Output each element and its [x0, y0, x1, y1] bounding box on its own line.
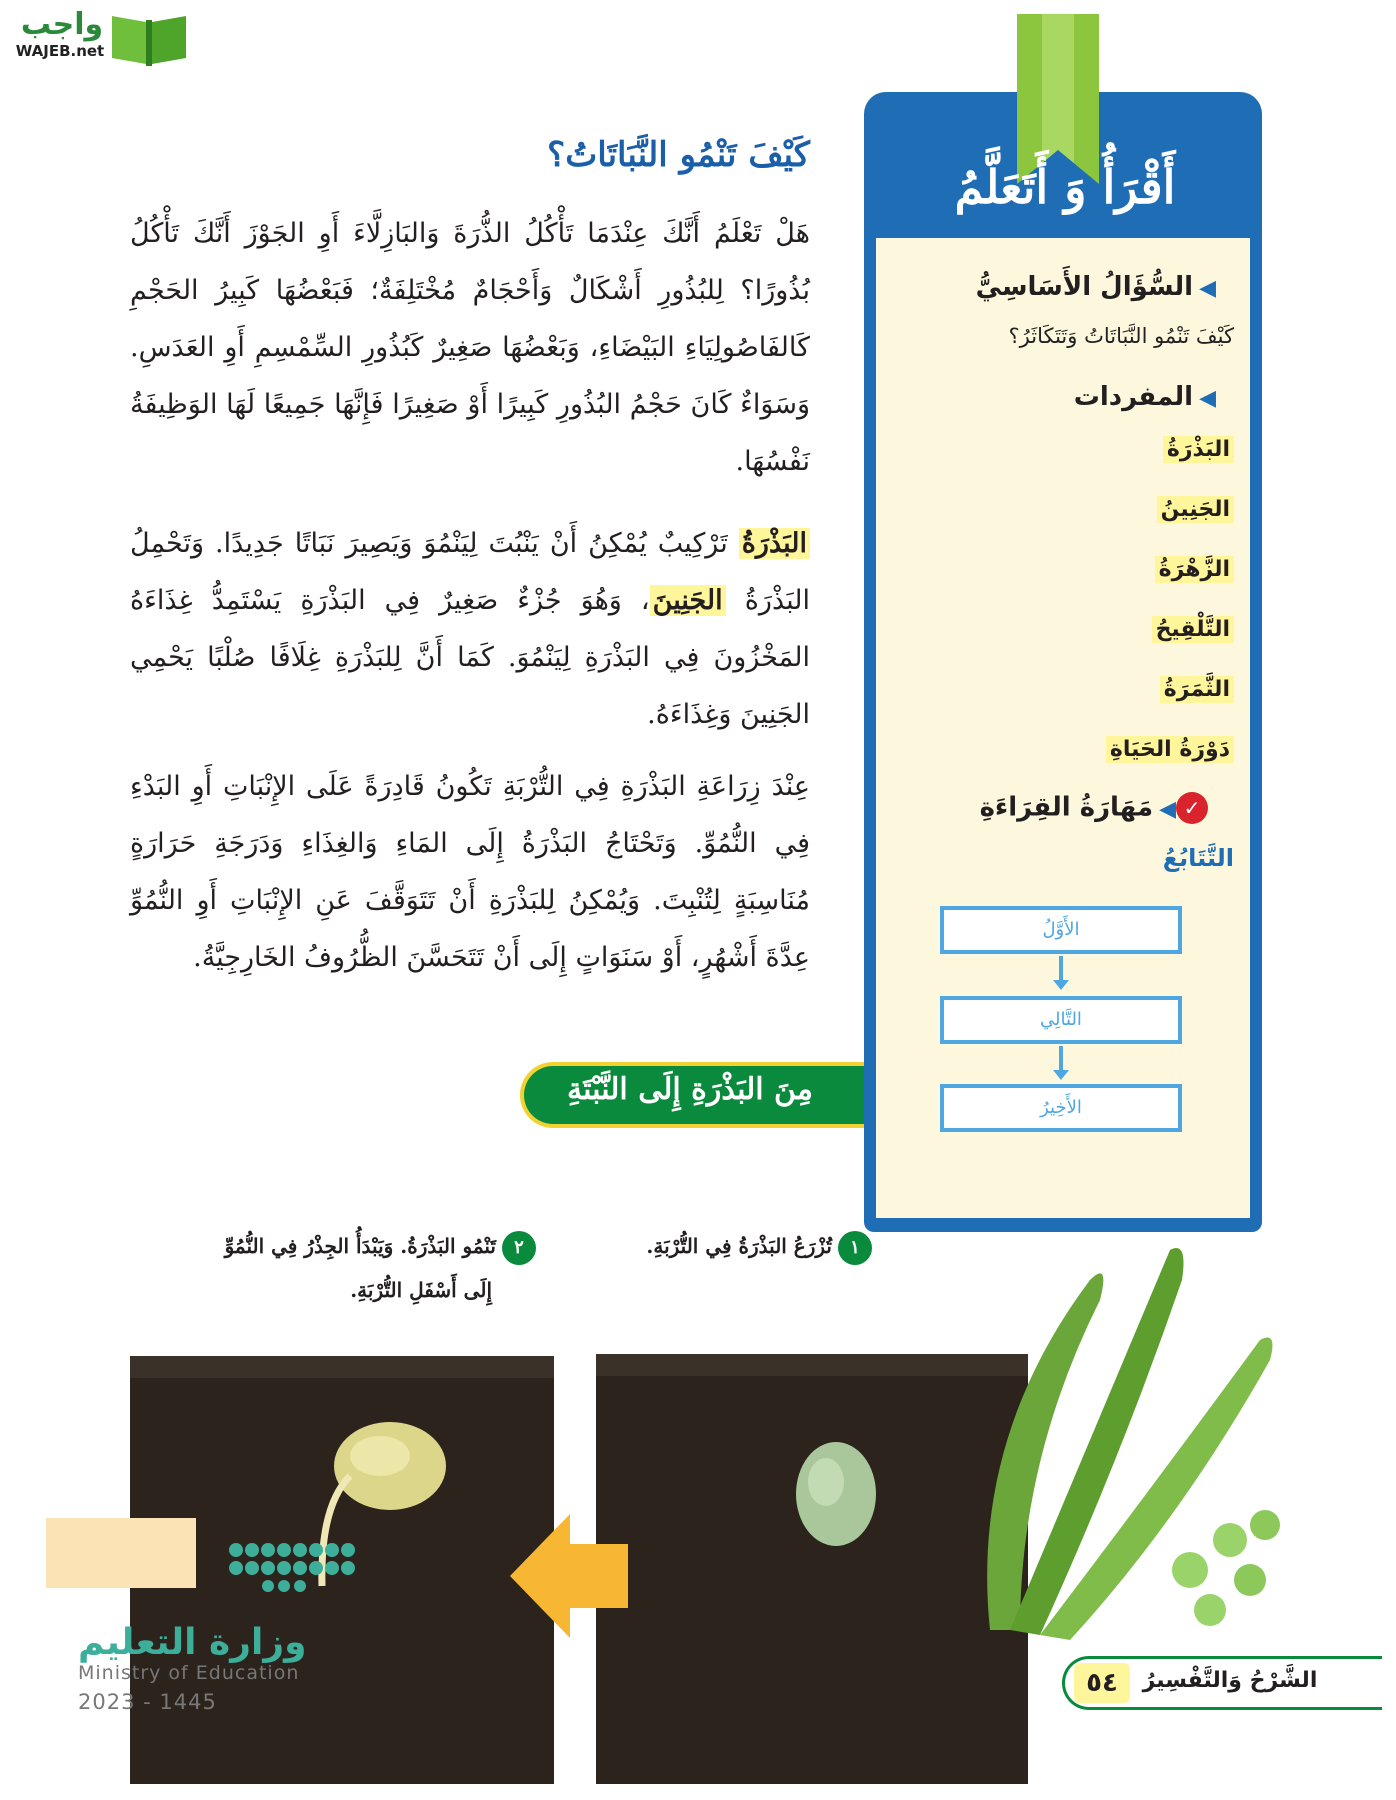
essential-question: كَيْفَ تَنْمُو النَّبَاتَاتُ وَتَتَكَاثَرُ؟ — [1008, 324, 1234, 348]
term-embryo[interactable]: الجَنِينَ — [650, 585, 726, 616]
brand-logo[interactable]: واجب — [20, 7, 104, 42]
triangle-left-icon: ◀ — [1199, 276, 1216, 301]
section-banner-title: مِنَ البَذْرَةِ إِلَى النَّبْتَةِ — [567, 1072, 813, 1107]
ministry-name-en: Ministry of Education — [78, 1662, 300, 1684]
page-section-label: الشَّرْحُ وَالتَّفْسِيرُ — [1142, 1668, 1318, 1693]
paragraph-2 — [130, 515, 810, 743]
step-2-caption-line2: إِلَى أَسْفَلِ التُّرْبَةِ. — [350, 1278, 492, 1302]
step-1-caption: ١تُزْرَعُ البَذْرَةُ فِي التُّرْبَةِ. — [472, 1228, 872, 1265]
arrow-down-head — [1053, 1070, 1069, 1080]
paragraph-3: عِنْدَ زِرَاعَةِ البَذْرَةِ فِي التُّرْبَةِ تَكُونُ قَادِرَةً عَلَى الإِنْبَاتِ أَوِ البَدْءِ فِي النُّمُوِّ. وَتَحْتَاجُ البَذْرَةُ إِلَى المَاءِ وَالغِذَاءِ وَدَرَجَةِ حَرَارَةٍ مُنَاسِبَةٍ لِتُنْبِتَ. وَيُمْكِنُ لِلبَذْرَةِ أَنْ تَتَوَقَّفَ عَنِ الإِنْبَاتِ أَوِ النُّمُوِّ عِدَّةَ أَشْهُرٍ، أَوْ سَنَوَاتٍ إِلَى أَنْ تَتَحَسَّنَ الظُّرُوفُ الخَارِجِيَّةُ. — [130, 771, 810, 973]
ministry-year: 2023 - 1445 — [78, 1690, 217, 1714]
sequence-next-box: التَّالِي — [940, 996, 1182, 1044]
vocab-item[interactable]: البَذْرَةُ — [1163, 436, 1234, 463]
arrow-left-icon — [510, 1514, 630, 1638]
planted-seed-image — [786, 1434, 886, 1554]
bean-pods-image — [930, 1240, 1310, 1650]
vocab-item[interactable]: الثَّمَرَةُ — [1160, 676, 1234, 703]
brand-logo-en: WAJEB.net — [15, 42, 105, 60]
soil-surface — [130, 1356, 554, 1378]
vocabulary-heading: ◀المفردات — [1073, 382, 1216, 412]
ministry-logo — [46, 1518, 376, 1614]
arrow-down-icon — [1059, 956, 1063, 982]
checkmark-icon: ✓ — [1176, 792, 1208, 824]
triangle-left-icon: ◀ — [1159, 796, 1176, 822]
vocab-item[interactable]: التَّلْقِيحُ — [1152, 616, 1234, 643]
step-2-caption: ٢تَنْمُو البَذْرَةُ. وَيَبْدَأُ الجِذْرُ فِي النُّمُوِّ — [136, 1228, 536, 1265]
vocab-item[interactable]: الزَّهْرَةُ — [1155, 556, 1234, 583]
ministry-name-ar: وزارة التعليم — [78, 1622, 307, 1663]
sequence-last-box: الأَخِيرُ — [940, 1084, 1182, 1132]
vocab-item[interactable]: الجَنِينُ — [1157, 496, 1234, 523]
triangle-left-icon: ◀ — [1199, 386, 1216, 411]
panel-title: أَقْرَأُ وَ أَتَعَلَّمُ — [954, 160, 1176, 214]
reading-skill-sequence[interactable]: التَّتَابُعُ — [1162, 844, 1234, 872]
essential-question-heading: ◀السُّؤَالُ الأَسَاسِيُّ — [975, 272, 1216, 302]
page-number: ٥٤ — [1074, 1663, 1130, 1703]
arrow-down-head — [1053, 980, 1069, 990]
arrow-down-icon — [1059, 1046, 1063, 1072]
paragraph-2-part-a: تَرْكِيبٌ يُمْكِنُ أَنْ يَنْبُتَ لِيَنْمُوَ وَيَصِيرَ نَبَاتًا جَدِيدًا. وَتَحْمِلُ البَذْرَةُ — [130, 528, 810, 616]
step-number-badge: ٢ — [502, 1231, 536, 1265]
step-number-badge: ١ — [838, 1231, 872, 1265]
paragraph-2-part-b: ، وَهُوَ جُزْءٌ صَغِيرٌ فِي البَذْرَةِ يَسْتَمِدُّ غِذَاءَهُ المَخْزُونَ فِي البَذْرَةِ لِيَنْمُوَ. كَمَا أَنَّ لِلبَذْرَةِ غِلَافًا صُلْبًا يَحْمِي الجَنِينَ وَغِذَاءَهُ. — [130, 585, 810, 730]
book-icon — [108, 6, 190, 68]
reading-skill-heading: ✓◀مَهَارَةُ القِرَاءَةِ — [980, 792, 1216, 824]
paragraph-1: هَلْ تَعْلَمُ أَنَّكَ عِنْدَمَا تَأْكُلُ الذُّرَةَ وَالبَازِلَّاءَ أَوِ الجَوْزَ أَنَّكَ تَأْكُلُ بُذُورًا؟ لِلبُذُورِ أَشْكَالٌ وَأَحْجَامٌ مُخْتَلِفَةٌ؛ فَبَعْضُهَا كَبِيرُ الحَجْمِ كَالفَاصُولِيَاءِ البَيْضَاءِ، وَبَعْضُهَا صَغِيرٌ كَبُذُورِ السِّمْسِمِ أَوِ العَدَسِ. وَسَوَاءٌ كَانَ حَجْمُ البُذُورِ كَبِيرًا أَوْ صَغِيرًا فَإِنَّهَا جَمِيعًا لَهَا الوَظِيفَةُ نَفْسُهَا. — [130, 218, 810, 477]
lesson-title: كَيْفَ تَنْمُو النَّبَاتَاتُ؟ — [547, 135, 810, 175]
sequence-first-box: الأَوَّلُ — [940, 906, 1182, 954]
term-seed[interactable]: البَذْرَةُ — [739, 528, 810, 559]
vocab-item[interactable]: دَوْرَةُ الحَيَاةِ — [1106, 736, 1234, 763]
